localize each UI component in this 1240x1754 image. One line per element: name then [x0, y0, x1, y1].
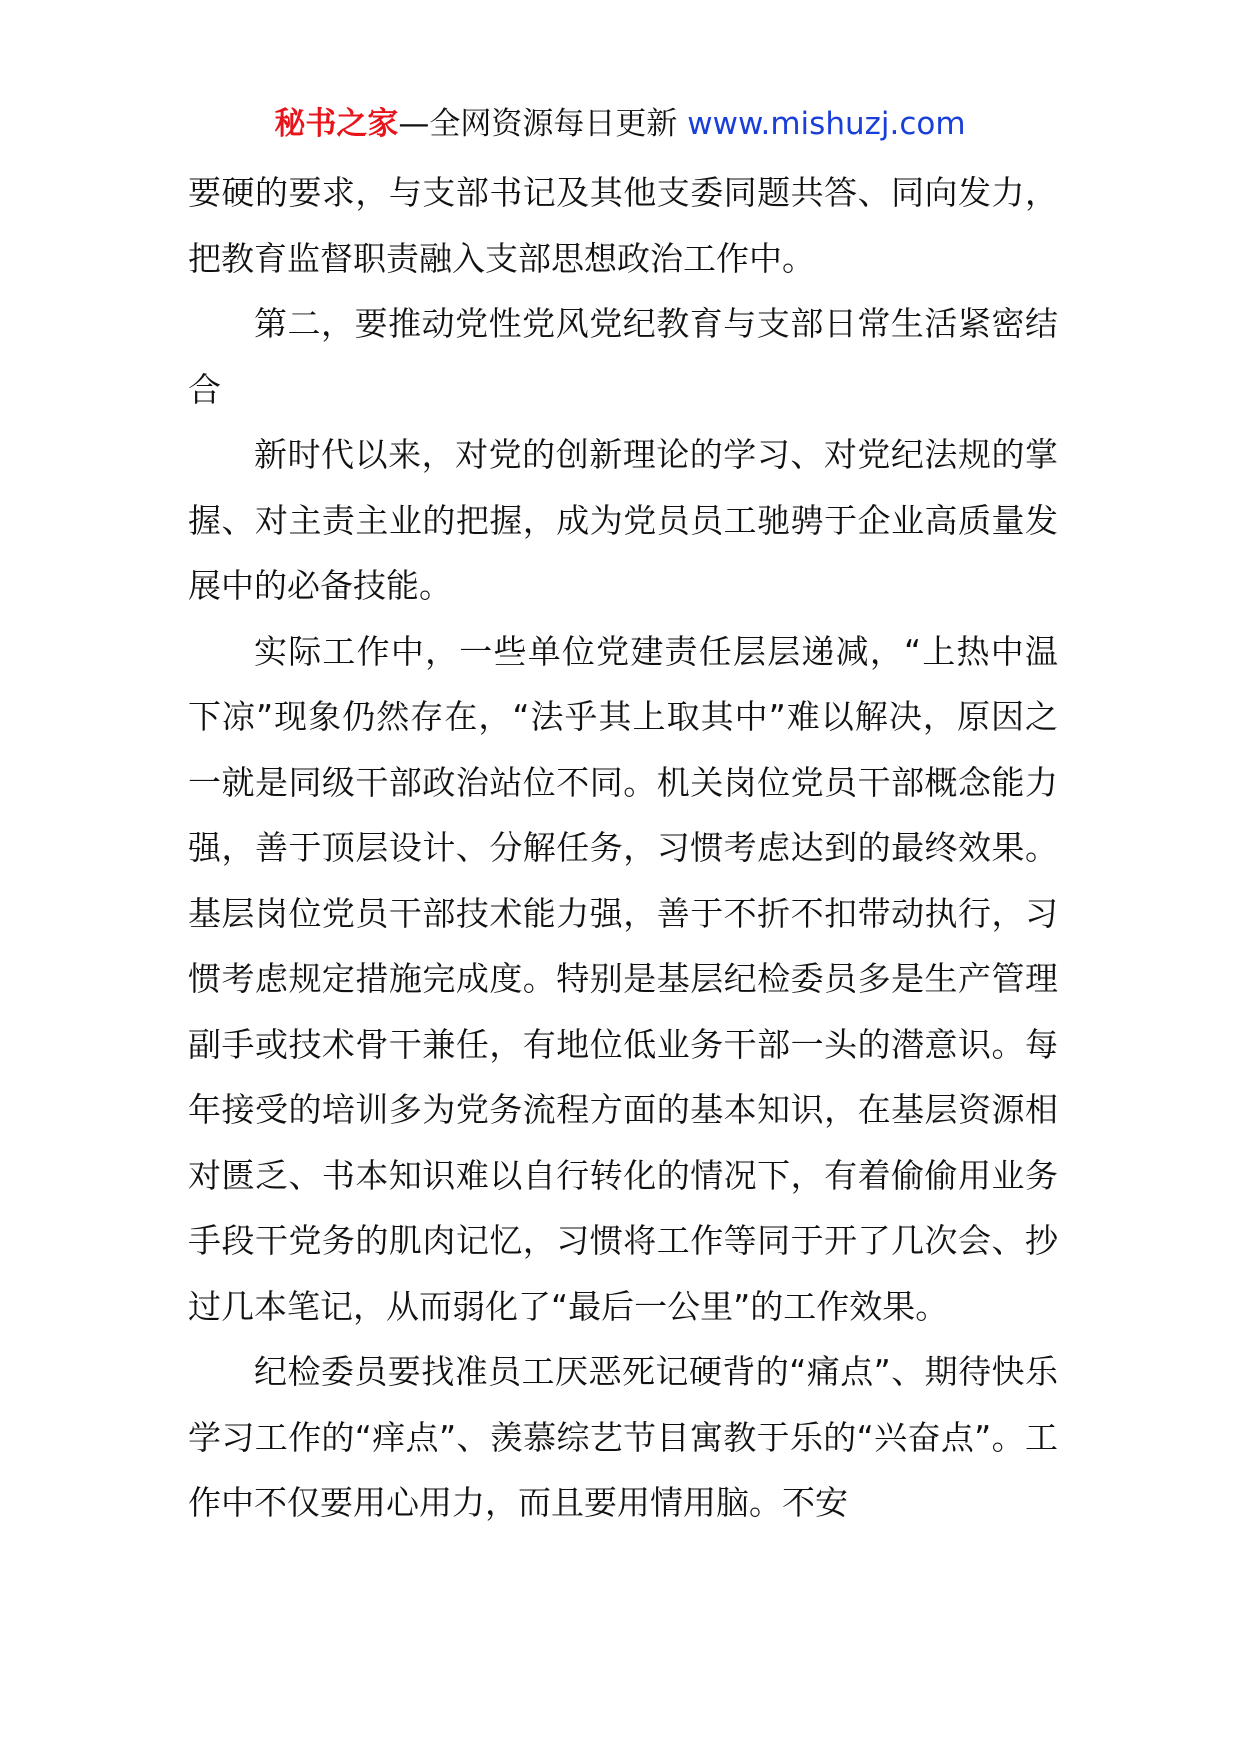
document-body [188, 160, 1058, 1536]
site-watermark-header [0, 104, 1240, 144]
paragraph: 纪检委员要找准员工厌恶死记硬背的“痛点”、期待快乐学习工作的“痒点”、羡慕综艺节目寓教于乐的“兴奋点”。工作中不仅要用心用力，而且要用情用脑。不安 [188, 1352, 1058, 1522]
site-tagline: —全网资源每日更新 [398, 106, 678, 142]
paragraph-continuation: 要硬的要求，与支部书记及其他支委同题共答、同向发力，把教育监督职责融入支部思想政治工作中。 [188, 173, 1058, 278]
section-heading: 第二，要推动党性党风党纪教育与支部日常生活紧密结合 [188, 304, 1058, 409]
site-url[interactable]: www.mishuzj.com [687, 106, 966, 142]
site-brand: 秘书之家 [274, 106, 399, 142]
paragraph: 实际工作中，一些单位党建责任层层递减，“上热中温下凉”现象仍然存在，“法乎其上取其中”难以解决，原因之一就是同级干部政治站位不同。机关岗位党员干部概念能力强，善于顶层设计、分解任务，习惯考虑达到的最终效果。基层岗位党员干部技术能力强，善于不折不扣带动执行，习惯考虑规定措施完成度。特别是基层纪检委员多是生产管理副手或技术骨干兼任，有地位低业务干部一头的潜意识。每年接受的培训多为党务流程方面的基本知识，在基层资源相对匮乏、书本知识难以自行转化的情况下，有着偷偷用业务手段干党务的肌肉记忆，习惯将工作等同于开了几次会、抄过几本笔记，从而弱化了“最后一公里”的工作效果。 [188, 631, 1058, 1326]
paragraph: 新时代以来，对党的创新理论的学习、对党纪法规的掌握、对主责主业的把握，成为党员员工驰骋于企业高质量发展中的必备技能。 [188, 435, 1058, 605]
